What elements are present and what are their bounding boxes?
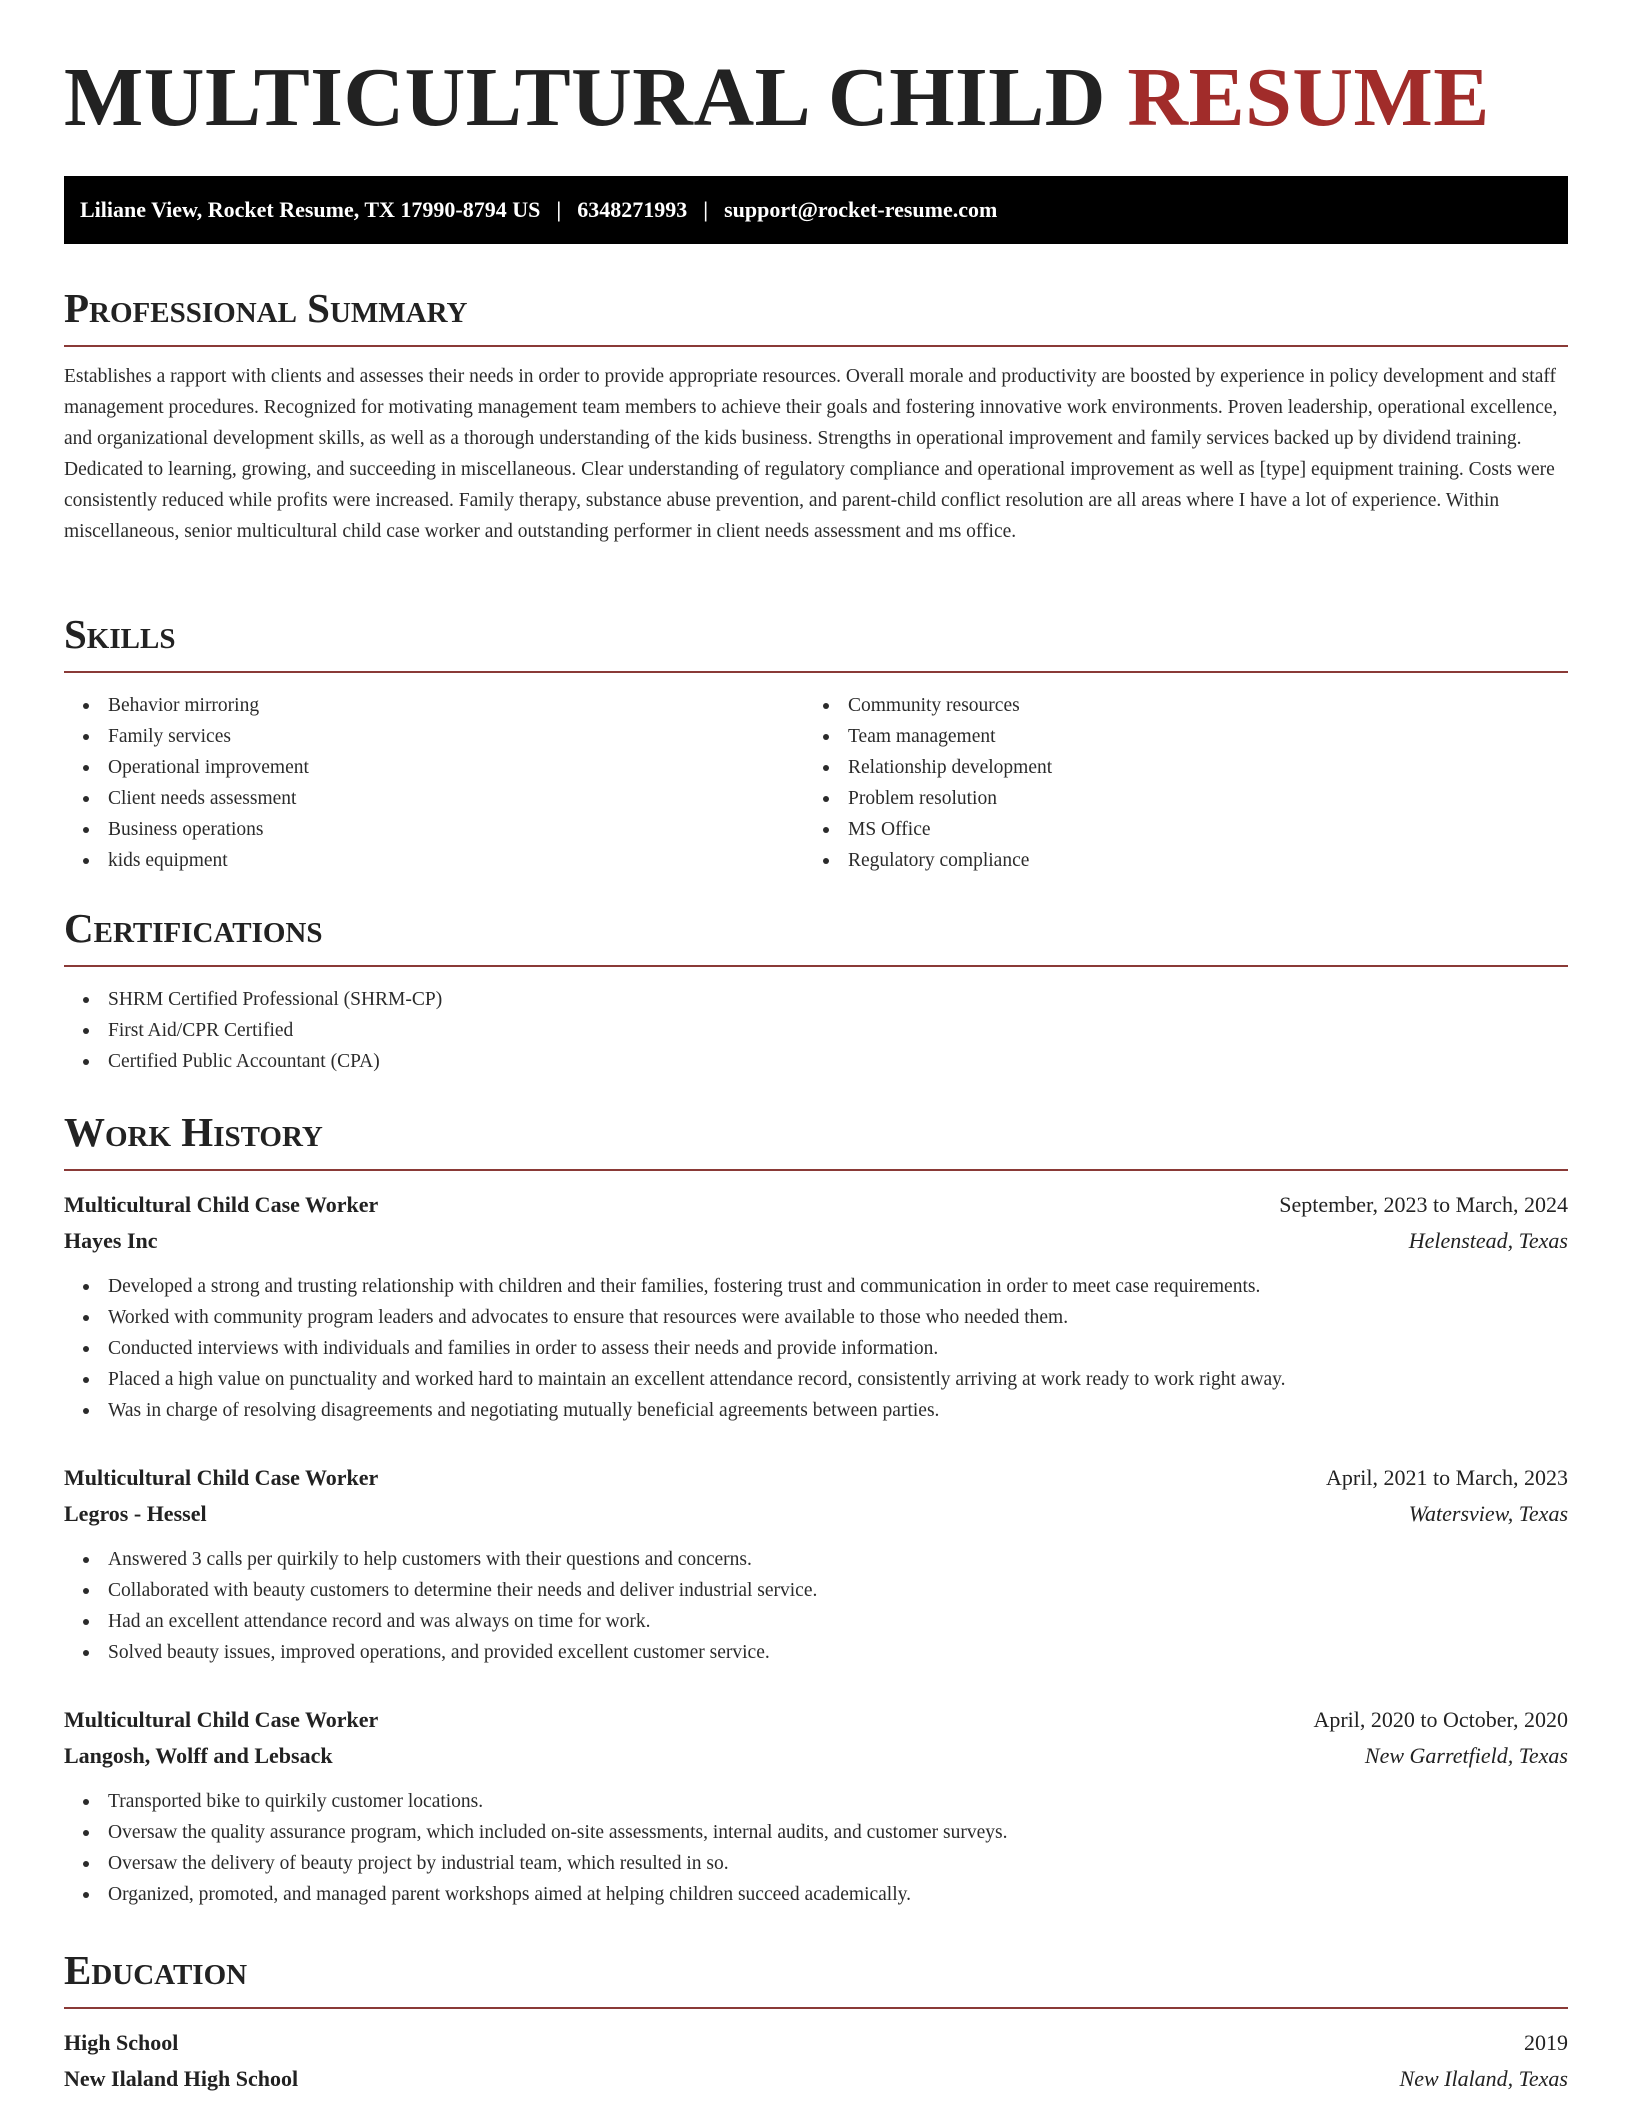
job-entry	[64, 1702, 1568, 1910]
education-entry	[64, 2025, 1568, 2097]
job-subheader	[64, 1223, 1568, 1259]
skill-item: kids equipment	[64, 845, 804, 876]
education-year: 2019	[1524, 2030, 1568, 2055]
job-bullet: Organized, promoted, and managed parent workshops aimed at helping children succeed academically.	[64, 1879, 1568, 1910]
skill-item: Relationship development	[804, 752, 1544, 783]
job-company: Legros - Hessel	[64, 1501, 207, 1526]
job-header	[64, 1702, 1568, 1738]
education-header	[64, 2025, 1568, 2061]
skills-right-column	[804, 690, 1544, 876]
job-bullet: Was in charge of resolving disagreements and negotiating mutually beneficial agreements between parties.	[64, 1395, 1568, 1426]
skill-item: Client needs assessment	[64, 783, 804, 814]
resume-title	[64, 0, 1568, 144]
job-dates: September, 2023 to March, 2024	[1279, 1192, 1568, 1217]
job-bullets	[64, 1786, 1568, 1910]
job-header	[64, 1460, 1568, 1496]
job-bullet: Conducted interviews with individuals and families in order to assess their needs and provide information.	[64, 1333, 1568, 1364]
contact-address: Liliane View, Rocket Resume, TX 17990-8794 US	[80, 197, 541, 222]
job-subheader	[64, 1738, 1568, 1774]
job-location: New Garretfield, Texas	[1364, 1743, 1568, 1768]
section-divider	[64, 965, 1568, 967]
section-divider	[64, 671, 1568, 673]
summary-text: Establishes a rapport with clients and assesses their needs in order to provide appropriate resources. Overall morale and productivity are boosted by experience in policy development and staff management procedures. Recognized for motivating management team members to achieve their goals and fostering innovative work environments. Proven leadership, operational excellence, and organizational development skills, as well as a thorough understanding of the kids business. Strengths in operational improvement and family services backed up by dividend training. Dedicated to learning, growing, and succeeding in miscellaneous. Clear understanding of regulatory compliance and operational improvement as well as [type] equipment training. Costs were consistently reduced while profits were increased. Family therapy, substance abuse prevention, and parent-child conflict resolution are all areas where I have a lot of experience. Within miscellaneous, senior multicultural child case worker and outstanding performer in client needs assessment and ms office.	[64, 366, 1558, 542]
skills-section	[64, 610, 1568, 876]
certification-item: SHRM Certified Professional (SHRM-CP)	[64, 984, 1568, 1015]
job-bullets	[64, 1271, 1568, 1426]
job-subheader	[64, 1496, 1568, 1532]
job-company: Hayes Inc	[64, 1228, 158, 1253]
job-bullet: Worked with community program leaders and advocates to ensure that resources were available to those who needed them.	[64, 1302, 1568, 1333]
job-title: Multicultural Child Case Worker	[64, 1707, 379, 1732]
skill-item: Team management	[804, 721, 1544, 752]
resume-page	[64, 0, 1568, 2091]
job-bullet: Developed a strong and trusting relationship with children and their families, fostering trust and communication in order to meet case requirements.	[64, 1271, 1568, 1302]
skills-heading: Skills	[64, 611, 176, 657]
section-divider	[64, 1169, 1568, 1171]
job-bullet: Answered 3 calls per quirkily to help customers with their questions and concerns.	[64, 1544, 1568, 1575]
contact-email: support@rocket-resume.com	[724, 197, 998, 222]
education-school: New Ilaland High School	[64, 2066, 299, 2091]
job-bullet: Transported bike to quirkily customer locations.	[64, 1786, 1568, 1817]
job-header	[64, 1187, 1568, 1223]
certifications-section	[64, 904, 1568, 1077]
skill-item: Problem resolution	[804, 783, 1544, 814]
summary-section	[64, 284, 1568, 547]
skill-item: Behavior mirroring	[64, 690, 804, 721]
title-accent: RESUME	[1127, 51, 1490, 144]
job-title: Multicultural Child Case Worker	[64, 1465, 379, 1490]
skills-grid	[64, 690, 1568, 876]
job-bullet: Collaborated with beauty customers to determine their needs and deliver industrial service.	[64, 1575, 1568, 1606]
skill-item: Family services	[64, 721, 804, 752]
section-divider	[64, 345, 1568, 347]
education-heading: Education	[64, 1947, 248, 1993]
job-bullets	[64, 1544, 1568, 1668]
title-main: MULTICULTURAL CHILD	[64, 51, 1106, 144]
skill-item: Regulatory compliance	[804, 845, 1544, 876]
contact-separator: |	[556, 197, 562, 222]
job-company: Langosh, Wolff and Lebsack	[64, 1743, 333, 1768]
work-history-section	[64, 1108, 1568, 1910]
certifications-list	[64, 984, 1568, 1077]
skill-item: Operational improvement	[64, 752, 804, 783]
job-entry	[64, 1460, 1568, 1668]
job-entry	[64, 1187, 1568, 1426]
job-bullet: Placed a high value on punctuality and worked hard to maintain an excellent attendance record, consistently arriving at work ready to work right away.	[64, 1364, 1568, 1395]
skill-item: MS Office	[804, 814, 1544, 845]
skill-item: Community resources	[804, 690, 1544, 721]
education-section	[64, 1946, 1568, 2097]
job-title: Multicultural Child Case Worker	[64, 1192, 379, 1217]
contact-bar	[64, 176, 1568, 244]
contact-phone: 6348271993	[577, 197, 688, 222]
certifications-heading: Certifications	[64, 905, 323, 951]
certification-item: First Aid/CPR Certified	[64, 1015, 1568, 1046]
job-bullet: Oversaw the quality assurance program, which included on-site assessments, internal audits, and customer surveys.	[64, 1817, 1568, 1848]
skill-item: Business operations	[64, 814, 804, 845]
summary-heading: Professional Summary	[64, 285, 468, 331]
education-degree: High School	[64, 2030, 179, 2055]
job-location: Watersview, Texas	[1408, 1501, 1568, 1526]
job-location: Helenstead, Texas	[1408, 1228, 1568, 1253]
certification-item: Certified Public Accountant (CPA)	[64, 1046, 1568, 1077]
job-dates: April, 2021 to March, 2023	[1326, 1465, 1568, 1490]
job-bullet: Had an excellent attendance record and was always on time for work.	[64, 1606, 1568, 1637]
job-bullet: Oversaw the delivery of beauty project by industrial team, which resulted in so.	[64, 1848, 1568, 1879]
job-dates: April, 2020 to October, 2020	[1313, 1707, 1568, 1732]
education-location: New Ilaland, Texas	[1399, 2066, 1568, 2091]
work-history-heading: Work History	[64, 1109, 323, 1155]
contact-separator: |	[703, 197, 709, 222]
job-bullet: Solved beauty issues, improved operations, and provided excellent customer service.	[64, 1637, 1568, 1668]
skills-left-column	[64, 690, 804, 876]
education-subheader	[64, 2061, 1568, 2097]
section-divider	[64, 2007, 1568, 2009]
